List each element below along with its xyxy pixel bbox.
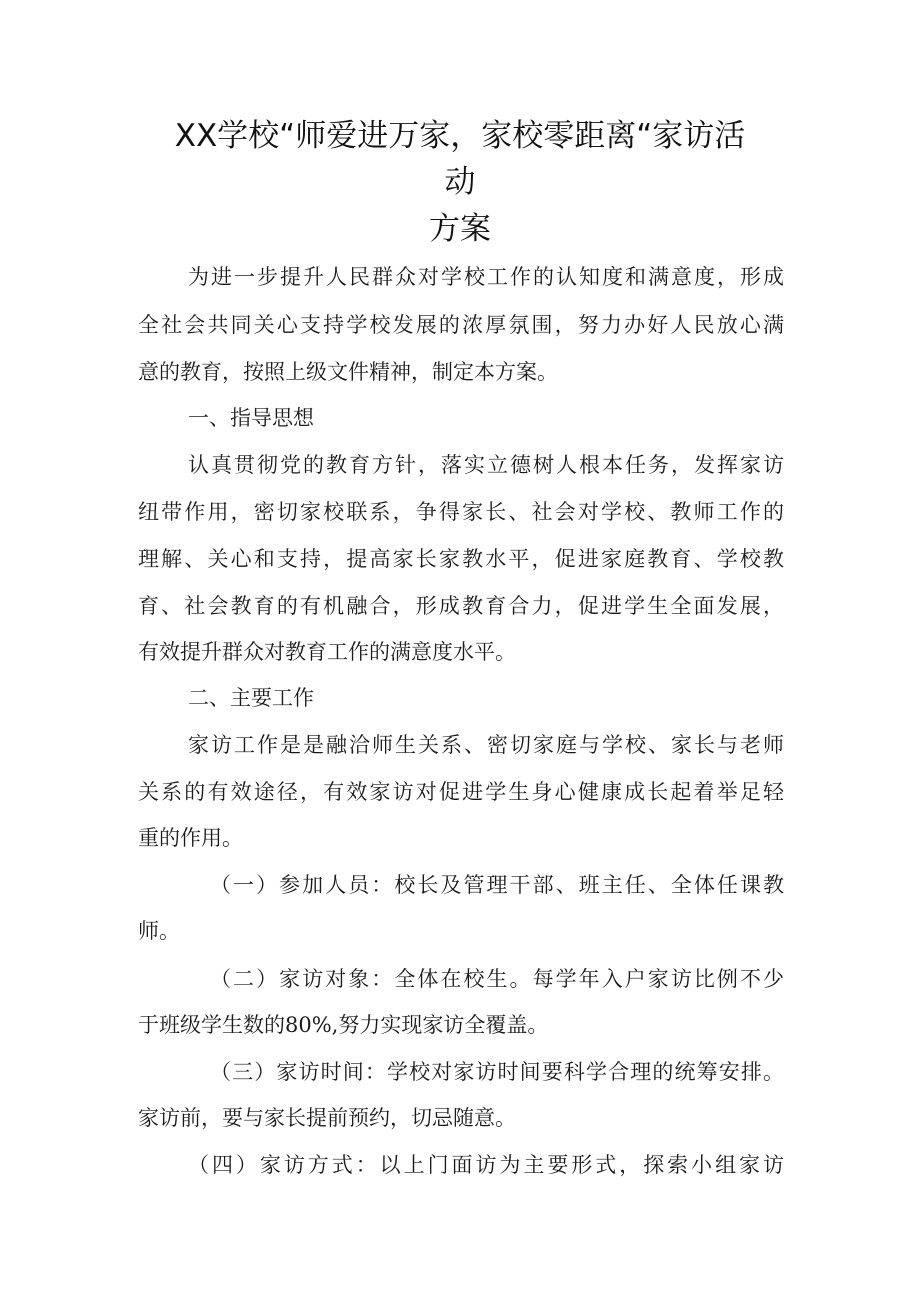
item3-line-1: （三）家访时间：学校对家访时间要科学合理的统筹安排。 (210, 1060, 784, 1084)
section2-line-1: 家访工作是是融洽师生关系、密切家庭与学校、家长与老师 (188, 733, 784, 757)
intro-line-3: 意的教育，按照上级文件精神，制定本方案。 (138, 360, 558, 384)
document-title-line-2: 动 (444, 164, 476, 200)
section-heading-main-work: 二、主要工作 (188, 686, 314, 710)
section1-line-1: 认真贯彻党的教育方针，落实立德树人根本任务，发挥家访 (188, 453, 784, 477)
document-title-line-1: XX学校“师爱进万家，家校零距离“家访活 (174, 118, 746, 154)
item3-line-2: 家访前，要与家长提前预约，切忌随意。 (138, 1106, 516, 1130)
item1-line-2: 师。 (138, 919, 180, 943)
section1-line-5: 有效提升群众对教育工作的满意度水平。 (138, 640, 516, 664)
intro-line-2: 全社会共同关心支持学校发展的浓厚氛围，努力办好人民放心满 (138, 313, 784, 337)
document-title-line-3: 方案 (429, 211, 491, 247)
item4-line-1: （四）家访方式：以上门面访为主要形式，探索小组家访 (188, 1153, 784, 1177)
item1-line-1: （一）参加人员：校长及管理干部、班主任、全体任课教 (210, 873, 784, 897)
item2-line-1: （二）家访对象：全体在校生。每学年入户家访比例不少 (210, 967, 784, 991)
section-heading-guiding-ideology: 一、指导思想 (188, 406, 314, 430)
item2-line-2: 于班级学生数的80%,努力实现家访全覆盖。 (138, 1013, 549, 1037)
section1-line-2: 纽带作用，密切家校联系，争得家长、社会对学校、教师工作的 (138, 500, 784, 524)
section2-line-2: 关系的有效途径，有效家访对促进学生身心健康成长起着举足轻 (138, 780, 784, 804)
intro-line-1: 为进一步提升人民群众对学校工作的认知度和满意度，形成 (188, 265, 784, 289)
section1-line-4: 育、社会教育的有机融合，形成教育合力，促进学生全面发展， (138, 594, 784, 618)
section2-line-3: 重的作用。 (138, 826, 243, 850)
section1-line-3: 理解、关心和支持，提高家长家教水平，促进家庭教育、学校教 (138, 547, 784, 571)
